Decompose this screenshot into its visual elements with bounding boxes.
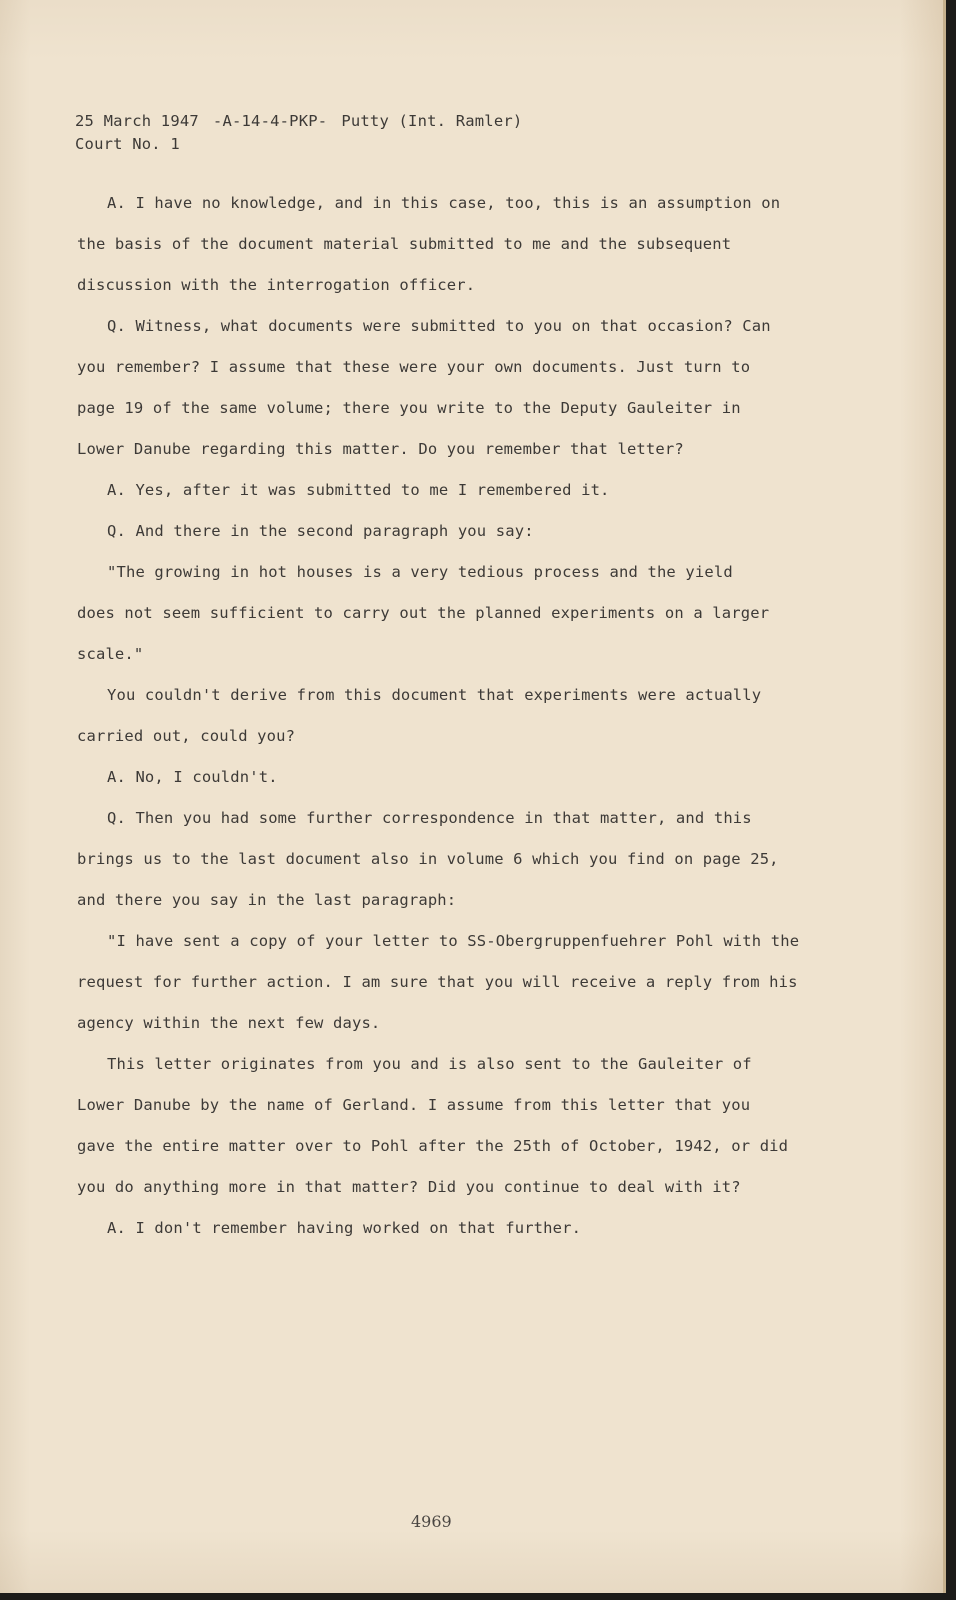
header-court: Court No. 1 <box>75 135 180 153</box>
transcript-line: carried out, could you? <box>77 727 296 745</box>
transcript-line: "I have sent a copy of your letter to SS-Obergruppenfuehrer Pohl with the <box>107 932 800 950</box>
header-speaker: Putty (Int. Ramler) <box>341 112 523 130</box>
transcript-line: does not seem sufficient to carry out the planned experiments on a larger <box>77 604 770 622</box>
transcript-line: Lower Danube by the name of Gerland. I assume from this letter that you <box>77 1096 751 1114</box>
transcript-line: brings us to the last document also in volume 6 which you find on page 25, <box>77 850 779 868</box>
transcript-body <box>77 190 867 1256</box>
transcript-line: Lower Danube regarding this matter. Do you remember that letter? <box>77 440 684 458</box>
transcript-line: the basis of the document material submitted to me and the subsequent <box>77 235 732 253</box>
transcript-line: you do anything more in that matter? Did you continue to deal with it? <box>77 1178 741 1196</box>
transcript-line: and there you say in the last paragraph: <box>77 891 457 909</box>
transcript-line: Q. Witness, what documents were submitted to you on that occasion? Can <box>107 317 771 335</box>
transcript-line: Q. And there in the second paragraph you say: <box>107 522 534 540</box>
transcript-line: "The growing in hot houses is a very tedious process and the yield <box>107 563 733 581</box>
transcript-line: discussion with the interrogation officer. <box>77 276 476 294</box>
transcript-line: A. No, I couldn't. <box>107 768 278 786</box>
transcript-header <box>75 110 522 156</box>
page-number: 4969 <box>411 1512 452 1531</box>
transcript-line: agency within the next few days. <box>77 1014 381 1032</box>
transcript-line: You couldn't derive from this document that experiments were actually <box>107 686 762 704</box>
transcript-line: A. I have no knowledge, and in this case, too, this is an assumption on <box>107 194 781 212</box>
transcript-line: A. Yes, after it was submitted to me I remembered it. <box>107 481 610 499</box>
transcript-line: This letter originates from you and is also sent to the Gauleiter of <box>107 1055 752 1073</box>
transcript-line: Q. Then you had some further correspondence in that matter, and this <box>107 809 752 827</box>
transcript-line: A. I don't remember having worked on that further. <box>107 1219 582 1237</box>
transcript-line: gave the entire matter over to Pohl after the 25th of October, 1942, or did <box>77 1137 789 1155</box>
transcript-line: page 19 of the same volume; there you write to the Deputy Gauleiter in <box>77 399 741 417</box>
header-line <box>75 110 522 133</box>
transcript-line: you remember? I assume that these were your own documents. Just turn to <box>77 358 751 376</box>
header-date: 25 March 1947 <box>75 112 199 130</box>
transcript-line: request for further action. I am sure that you will receive a reply from his <box>77 973 798 991</box>
header-doc-code: -A-14-4-PKP- <box>212 112 328 130</box>
transcript-line: scale." <box>77 645 144 663</box>
